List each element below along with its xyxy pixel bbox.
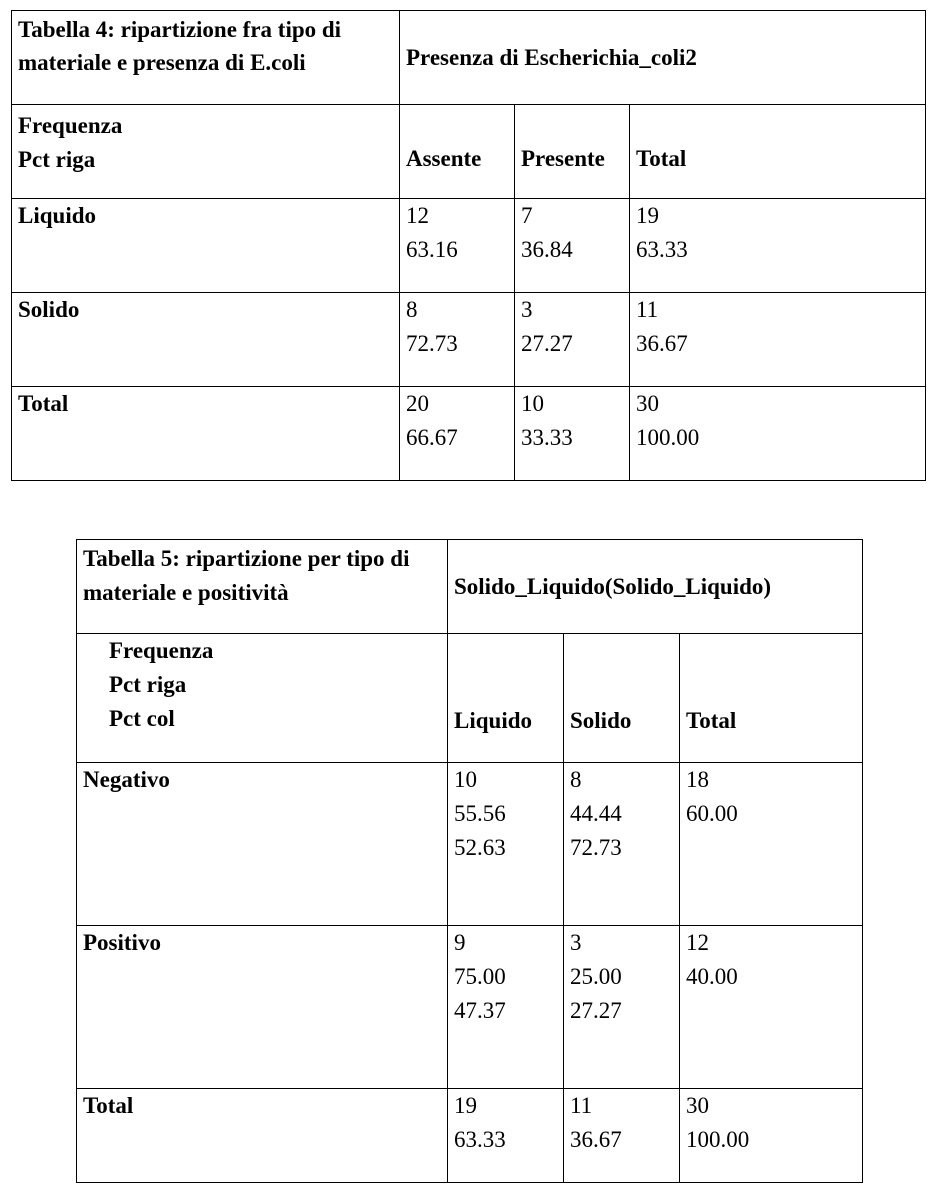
- cell-value: 66.67: [406, 425, 458, 450]
- row-label: Liquido: [12, 199, 400, 293]
- cell-value: 47.37: [454, 998, 506, 1023]
- table-5-stat-labels: [77, 634, 448, 763]
- cell-value: 36.67: [570, 1127, 622, 1152]
- table-5-group-header: Solido_Liquido(Solido_Liquido): [448, 540, 863, 634]
- row-label: Negativo: [77, 763, 448, 926]
- cell-value: 63.33: [454, 1127, 506, 1152]
- table-4: [11, 10, 926, 481]
- data-cell: [630, 387, 926, 481]
- stat-label: Frequenza: [109, 638, 214, 663]
- cell-value: 7: [521, 203, 533, 228]
- cell-value: 27.27: [570, 998, 622, 1023]
- cell-value: 19: [454, 1093, 477, 1118]
- table-4-title: Tabella 4: ripartizione fra tipo di materiale e presenza di E.coli: [12, 11, 400, 105]
- cell-value: 19: [636, 203, 659, 228]
- cell-value: 11: [570, 1093, 593, 1118]
- data-cell: [400, 387, 515, 481]
- row-label: Positivo: [77, 926, 448, 1089]
- cell-value: 9: [454, 930, 466, 955]
- table-5: [76, 539, 863, 1183]
- table-4-group-header: Presenza di Escherichia_coli2: [400, 11, 926, 105]
- cell-value: 33.33: [521, 425, 573, 450]
- table-row: [12, 387, 926, 481]
- cell-value: 44.44: [570, 801, 622, 826]
- cell-value: 10: [454, 767, 477, 792]
- cell-value: 30: [686, 1093, 709, 1118]
- cell-value: 55.56: [454, 801, 506, 826]
- table-row: [12, 293, 926, 387]
- cell-value: 40.00: [686, 964, 738, 989]
- cell-value: 100.00: [686, 1127, 750, 1152]
- data-cell: [630, 293, 926, 387]
- cell-value: 30: [636, 391, 659, 416]
- stat-label: Pct riga: [18, 147, 96, 172]
- data-cell: [564, 763, 680, 926]
- column-header: Solido: [564, 634, 680, 763]
- cell-value: 72.73: [570, 835, 622, 860]
- cell-value: 52.63: [454, 835, 506, 860]
- data-cell: [680, 1089, 863, 1183]
- data-cell: [515, 387, 630, 481]
- cell-value: 36.84: [521, 237, 573, 262]
- column-header: Liquido: [448, 634, 564, 763]
- table-row: [77, 763, 863, 926]
- cell-value: 3: [521, 297, 533, 322]
- data-cell: [448, 763, 564, 926]
- data-cell: [400, 293, 515, 387]
- cell-value: 18: [686, 767, 709, 792]
- cell-value: 75.00: [454, 964, 506, 989]
- cell-value: 8: [570, 767, 582, 792]
- row-label: Total: [12, 387, 400, 481]
- cell-value: 72.73: [406, 331, 458, 356]
- stat-label: Frequenza: [18, 113, 123, 138]
- cell-value: 11: [636, 297, 659, 322]
- column-header: Assente: [400, 105, 515, 199]
- column-header: Total: [630, 105, 926, 199]
- cell-value: 20: [406, 391, 429, 416]
- cell-value: 36.67: [636, 331, 688, 356]
- data-cell: [680, 926, 863, 1089]
- table-5-title: Tabella 5: ripartizione per tipo di materiale e positività: [77, 540, 448, 634]
- data-cell: [448, 1089, 564, 1183]
- data-cell: [515, 199, 630, 293]
- cell-value: 12: [406, 203, 429, 228]
- row-label: Total: [77, 1089, 448, 1183]
- data-cell: [564, 926, 680, 1089]
- cell-value: 25.00: [570, 964, 622, 989]
- stat-label: Pct riga: [109, 672, 187, 697]
- cell-value: 63.16: [406, 237, 458, 262]
- data-cell: [400, 199, 515, 293]
- table-row: [77, 1089, 863, 1183]
- table-row: [12, 199, 926, 293]
- column-header: Presente: [515, 105, 630, 199]
- cell-value: 27.27: [521, 331, 573, 356]
- table-row: [77, 926, 863, 1089]
- row-label: Solido: [12, 293, 400, 387]
- table-4-stat-labels: [12, 105, 400, 199]
- cell-value: 10: [521, 391, 544, 416]
- data-cell: [448, 926, 564, 1089]
- cell-value: 63.33: [636, 237, 688, 262]
- data-cell: [515, 293, 630, 387]
- cell-value: 3: [570, 930, 582, 955]
- data-cell: [680, 763, 863, 926]
- cell-value: 60.00: [686, 801, 738, 826]
- cell-value: 12: [686, 930, 709, 955]
- data-cell: [564, 1089, 680, 1183]
- column-header: Total: [680, 634, 863, 763]
- stat-label: Pct col: [109, 706, 175, 731]
- cell-value: 100.00: [636, 425, 700, 450]
- data-cell: [630, 199, 926, 293]
- cell-value: 8: [406, 297, 418, 322]
